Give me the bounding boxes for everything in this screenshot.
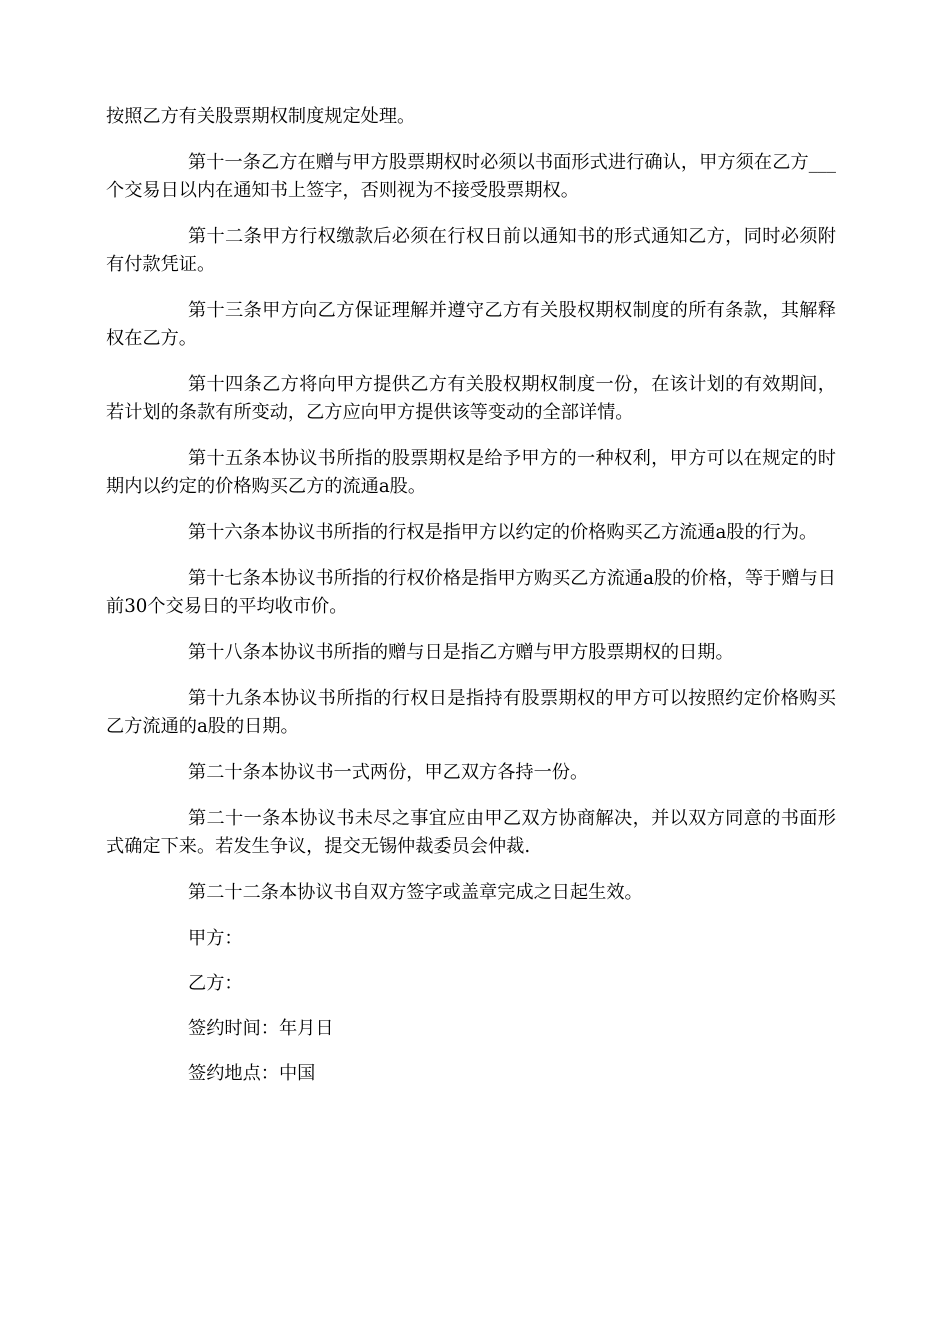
article-22: 第二十二条本协议书自双方签字或盖章完成之日起生效。 [188, 882, 643, 903]
signing-place-line: 签约地点：中国 [188, 1063, 316, 1084]
article-16: 第十六条本协议书所指的行权是指甲方以约定的价格购买乙方流通a股的行为。 [188, 522, 818, 543]
article-11: 第十一条乙方在赠与甲方股票期权时必须以书面形式进行确认，甲方须在乙方___个交易日以内在通知书上签字，否则视为不接受股票期权。 [106, 152, 836, 201]
article-14: 第十四条乙方将向甲方提供乙方有关股权期权制度一份，在该计划的有效期间，若计划的条款有所变动，乙方应向甲方提供该等变动的全部详情。 [106, 374, 836, 423]
article-19: 第十九条本协议书所指的行权日是指持有股票期权的甲方可以按照约定价格购买乙方流通的a股的日期。 [106, 688, 836, 737]
article-12: 第十二条甲方行权缴款后必须在行权日前以通知书的形式通知乙方，同时必须附有付款凭证。 [106, 226, 836, 275]
article-17: 第十七条本协议书所指的行权价格是指甲方购买乙方流通a股的价格，等于赠与日前30个交易日的平均收市价。 [106, 568, 836, 617]
article-13: 第十三条甲方向乙方保证理解并遵守乙方有关股权期权制度的所有条款，其解释权在乙方。 [106, 300, 836, 349]
article-18: 第十八条本协议书所指的赠与日是指乙方赠与甲方股票期权的日期。 [188, 642, 734, 663]
article-15: 第十五条本协议书所指的股票期权是给予甲方的一种权利，甲方可以在规定的时期内以约定的价格购买乙方的流通a股。 [106, 448, 836, 497]
document-body [106, 103, 836, 1105]
paragraph-continuation: 按照乙方有关股票期权制度规定处理。 [106, 106, 416, 127]
party-a-signature-line: 甲方： [188, 928, 243, 949]
signing-date-line: 签约时间：年月日 [188, 1018, 334, 1039]
article-20: 第二十条本协议书一式两份，甲乙双方各持一份。 [188, 762, 589, 783]
article-21: 第二十一条本协议书未尽之事宜应由甲乙双方协商解决，并以双方同意的书面形式确定下来。若发生争议，提交无锡仲裁委员会仲裁. [106, 808, 836, 857]
party-b-signature-line: 乙方： [188, 973, 243, 994]
